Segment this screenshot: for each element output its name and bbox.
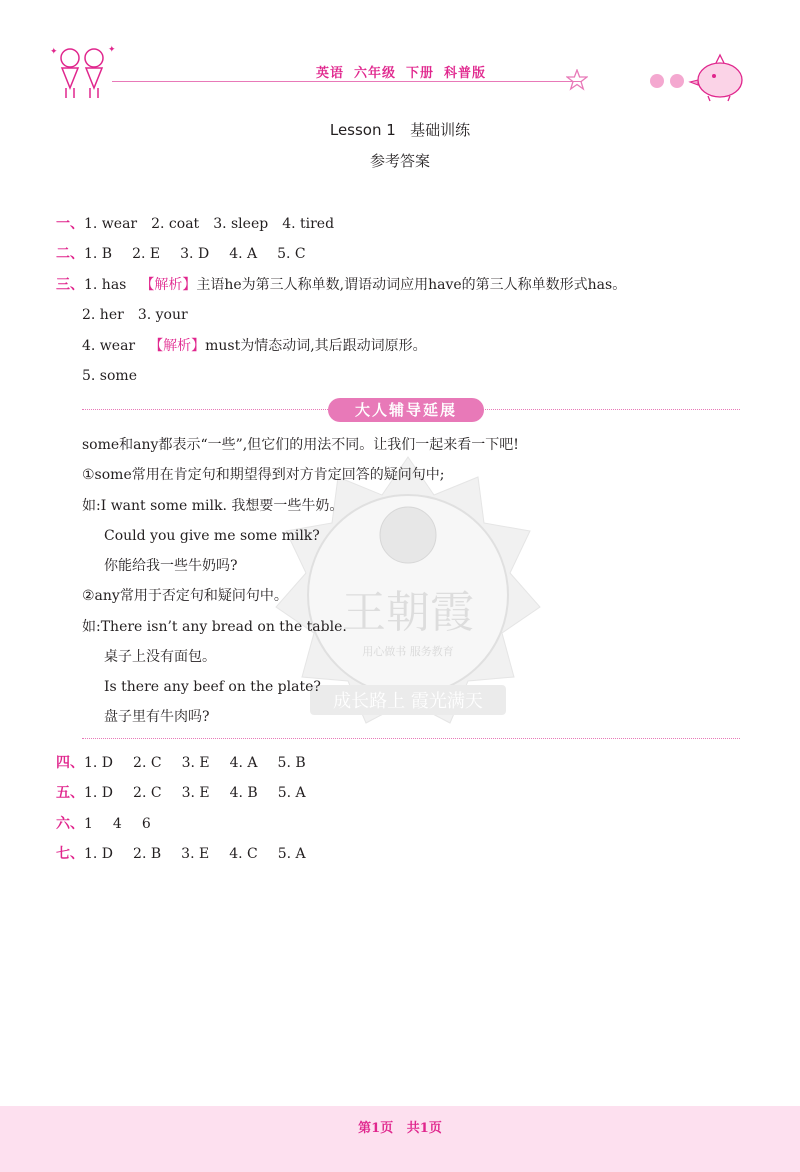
answer-item: 1. D: [84, 846, 114, 862]
extension-example-3-translation: 桌子上没有面包。: [104, 649, 216, 665]
question-number: 一、: [56, 216, 84, 232]
example-text: I want some milk. 我想要一些牛奶。: [100, 498, 344, 514]
extension-rule-1: ①some常用在肯定句和期望得到对方肯定回答的疑问句中;: [82, 467, 445, 483]
answer-row-3: [56, 276, 626, 294]
example-label: 如:: [82, 498, 101, 514]
page-title: [0, 119, 800, 140]
example-label: 如:: [82, 619, 101, 635]
question-number: 二、: [56, 246, 84, 262]
extension-rule-2: ②any常用于否定句和疑问句中。: [82, 588, 288, 604]
answer-row-3b: [82, 306, 188, 324]
answer-item: 5. some: [82, 368, 137, 384]
analysis-tag: 【解析】: [140, 277, 197, 293]
extension-example-1: [82, 497, 343, 515]
answer-item: 4. tired: [282, 216, 335, 232]
extension-example-3: [82, 618, 347, 636]
star-icon: [566, 69, 588, 91]
analysis-text: must为情态动词,其后跟动词原形。: [205, 338, 427, 354]
svg-text:✦: ✦: [50, 47, 58, 57]
header-title: [316, 62, 496, 81]
analysis-tag: 【解析】: [149, 338, 206, 354]
answer-item: 3. E: [181, 755, 210, 771]
kids-illustration-icon: [48, 44, 120, 100]
answer-item: 4. B: [229, 785, 258, 801]
page-footer: [0, 1106, 800, 1172]
header-volume: 下册: [406, 66, 435, 81]
header-rule: [112, 81, 582, 82]
header-subject: 英语: [316, 66, 345, 81]
answer-item: 2. C: [133, 785, 162, 801]
watermark-slogan-big: 成长路上 霞光满天: [333, 691, 483, 712]
answer-item: 1. has: [84, 277, 127, 293]
answer-item: 1. B: [84, 246, 113, 262]
extension-example-4-translation: 盘子里有牛肉吗?: [104, 709, 210, 725]
answer-item: 4. C: [229, 846, 258, 862]
watermark-name: 王朝霞: [342, 587, 474, 638]
answer-row-2: [56, 245, 306, 263]
current-page: 第1页: [358, 1121, 394, 1136]
question-number: 七、: [56, 846, 84, 862]
page-number: [0, 1117, 800, 1136]
answer-item: 1: [84, 816, 93, 832]
answer-item: 5. C: [277, 246, 306, 262]
example-text: There isn’t any bread on the table.: [100, 619, 347, 635]
answer-item: 1. D: [84, 755, 114, 771]
answer-item: 1. wear: [84, 216, 138, 232]
divider: [82, 738, 740, 739]
page-subtitle: 参考答案: [369, 152, 430, 170]
header-grade: 六年级: [354, 66, 397, 81]
lesson-label: Lesson 1: [329, 121, 396, 139]
extension-example-2-translation: 你能给我一些牛奶吗?: [104, 558, 238, 574]
answer-row-1: [56, 215, 334, 233]
answer-row-3c: [82, 337, 427, 355]
section-label: 基础训练: [410, 121, 471, 139]
extension-example-2: Could you give me some milk?: [104, 528, 320, 544]
answer-row-7: [56, 845, 306, 863]
answer-item: 1. D: [84, 785, 114, 801]
header-dot: [650, 74, 664, 88]
watermark-slogan-small: 用心做书 服务教育: [362, 645, 454, 658]
answer-item: 4. wear: [82, 338, 136, 354]
header-dot: [670, 74, 684, 88]
answer-item: 3. your: [137, 307, 188, 323]
answer-item: 3. D: [180, 246, 210, 262]
answer-item: 2. C: [133, 755, 162, 771]
answer-item: 5. A: [277, 846, 306, 862]
total-pages: 共1页: [406, 1121, 442, 1136]
question-number: 四、: [56, 755, 84, 771]
answer-row-6: [56, 815, 151, 833]
analysis-text: 主语he为第三人称单数,谓语动词应用have的第三人称单数形式has。: [196, 277, 627, 293]
answer-item: 3. sleep: [213, 216, 269, 232]
answer-item: 2. her: [82, 307, 124, 323]
extension-example-4: Is there any beef on the plate?: [104, 679, 321, 695]
question-number: 五、: [56, 785, 84, 801]
answer-item: 3. E: [181, 846, 210, 862]
answer-item: 3. E: [181, 785, 210, 801]
answer-item: 5. A: [277, 785, 306, 801]
answer-row-3d: [82, 367, 137, 385]
answer-item: 6: [141, 816, 151, 832]
answer-item: 2. B: [133, 846, 162, 862]
question-number: 六、: [56, 816, 84, 832]
answer-item: 2. coat: [151, 216, 200, 232]
answer-row-5: [56, 784, 306, 802]
answer-item: 2. E: [132, 246, 161, 262]
extension-banner: 大人辅导延展: [354, 401, 457, 419]
header-edition: 科普版: [444, 66, 487, 81]
bird-illustration-icon: [686, 52, 750, 102]
question-number: 三、: [56, 277, 84, 293]
answer-item: 4. A: [229, 246, 258, 262]
answer-item: 4: [112, 816, 122, 832]
answer-row-4: [56, 754, 306, 772]
answer-item: 4. A: [229, 755, 258, 771]
extension-intro: some和any都表示“一些”,但它们的用法不同。让我们一起来看一下吧!: [82, 437, 519, 453]
svg-text:✦: ✦: [108, 45, 116, 55]
answer-item: 5. B: [277, 755, 306, 771]
